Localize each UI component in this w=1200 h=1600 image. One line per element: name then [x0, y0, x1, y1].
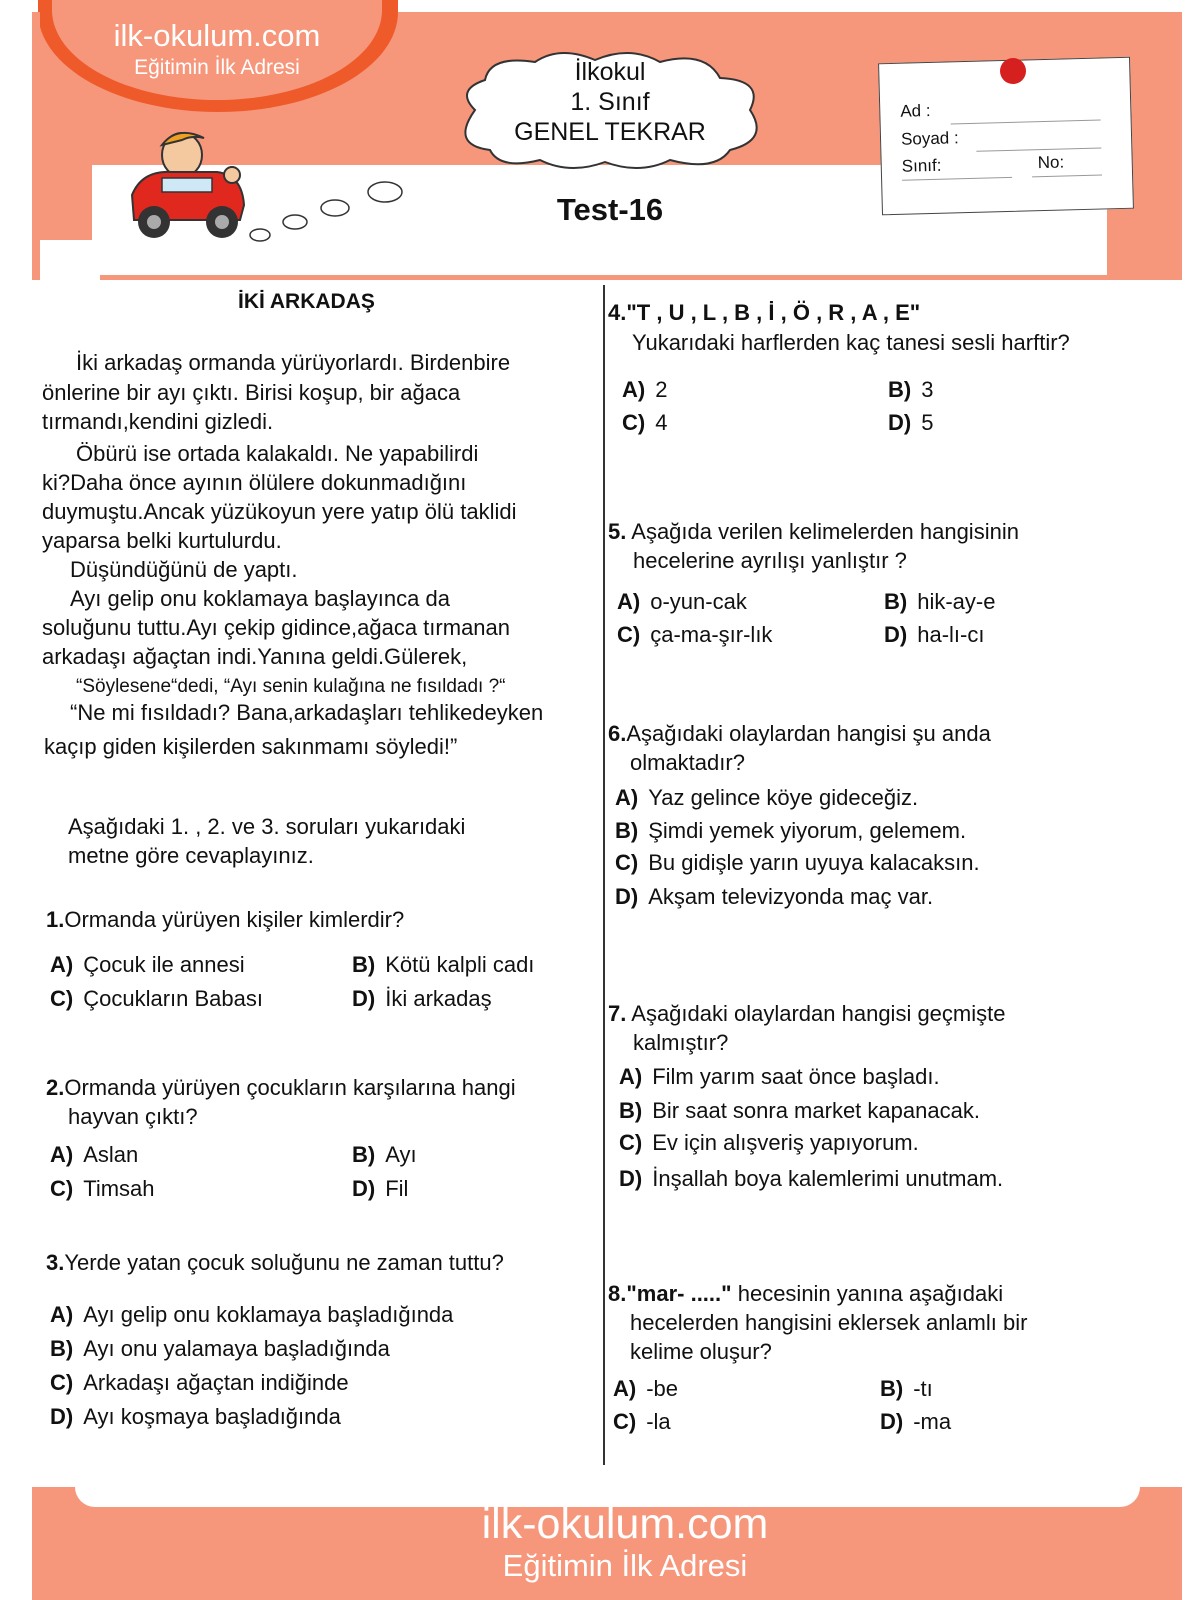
header-level: İlkokul [574, 58, 646, 86]
option-d[interactable]: D) Fil [352, 1176, 409, 1201]
sinif-label: Sınıf: [901, 155, 942, 176]
option-c[interactable]: C) Timsah [50, 1176, 155, 1201]
right-border-band [1140, 160, 1182, 280]
option-b[interactable]: B) -tı [880, 1376, 933, 1401]
ad-field[interactable] [951, 119, 1101, 125]
question-8 [608, 1279, 1003, 1309]
option-d[interactable]: D) 5 [888, 410, 934, 435]
story-line: “Ne mi fısıldadı? Bana,arkadaşları tehlikedeyken [70, 700, 544, 725]
question-4 [608, 298, 920, 328]
option-d[interactable]: D) Ayı koşmaya başladığında [50, 1404, 341, 1429]
header-subject: GENEL TEKRAR [514, 118, 706, 146]
option-c[interactable]: C) Bu gidişle yarın uyuya kalacaksın. [615, 850, 980, 875]
option-a[interactable]: A) o-yun-cak [617, 589, 747, 614]
question-text: Aşağıdaki olaylardan hangisi geçmişte [631, 1001, 1006, 1026]
question-text: Ormanda yürüyen kişiler kimlerdir? [64, 907, 405, 932]
story-line: arkadaşı ağaçtan indi.Yanına geldi.Gülerek, [42, 644, 468, 669]
question-text: hecelerden hangisini eklersek anlamlı bir [630, 1310, 1028, 1335]
option-c[interactable]: C) ça-ma-şır-lık [617, 622, 773, 647]
sinif-field[interactable] [902, 176, 1012, 181]
question-head: "T , U , L , B , İ , Ö , R , A , E" [626, 300, 921, 325]
question-text: olmaktadır? [630, 750, 745, 775]
option-b[interactable]: B) 3 [888, 377, 934, 402]
option-b[interactable]: B) Ayı [352, 1142, 417, 1167]
question-number: 3. [46, 1250, 65, 1275]
question-text: Aşağıda verilen kelimelerden hangisinin [631, 519, 1019, 544]
no-label: No: [1037, 152, 1065, 173]
story-line: “Söylesene“dedi, “Ayı senin kulağına ne fısıldadı ?“ [76, 676, 506, 697]
option-b[interactable]: B) Şimdi yemek yiyorum, gelemem. [615, 818, 967, 843]
story-title: İKİ ARKADAŞ [238, 290, 375, 313]
question-number: 5. [608, 519, 627, 544]
question-number: 2. [46, 1075, 65, 1100]
left-border-band [32, 12, 40, 280]
footer-tagline-text: Eğitimin İlk Adresi [502, 1548, 748, 1583]
question-number: 1. [46, 907, 65, 932]
question-number: 4. [608, 300, 627, 325]
header-inner-white-left [40, 240, 100, 280]
option-d[interactable]: D) -ma [880, 1409, 952, 1434]
question-number: 8. [608, 1281, 627, 1306]
question-text: Ormanda yürüyen çocukların karşılarına hangi [64, 1075, 516, 1100]
question-2 [46, 1073, 516, 1103]
ad-label: Ad : [900, 100, 931, 121]
story-line: Düşündüğünü de yaptı. [70, 557, 298, 582]
question-text: hecesinin yanına aşağıdaki [737, 1281, 1004, 1306]
thought-bubble-dots [240, 140, 450, 250]
question-text: kelime oluşur? [630, 1339, 772, 1364]
soyad-label: Soyad : [900, 128, 959, 149]
test-title: Test-16 [556, 192, 664, 227]
question-number: 6. [608, 721, 627, 746]
header-grade: 1. Sınıf [570, 88, 650, 116]
question-head: "mar- ....." [626, 1281, 732, 1306]
story-line: Öbürü ise ortada kalakaldı. Ne yapabilirdi [76, 441, 479, 466]
question-7 [608, 999, 1005, 1029]
pushpin-icon [1000, 58, 1026, 84]
story-line: kaçıp giden kişilerden sakınmamı söyledi!” [44, 734, 458, 759]
option-b[interactable]: B) hik-ay-e [884, 589, 996, 614]
column-divider [603, 285, 605, 1465]
logo-site-text: ilk-okulum.com [113, 18, 321, 53]
story-line: önlerine bir ayı çıktı. Birisi koşup, bir ağaca [42, 380, 461, 405]
option-a[interactable]: A) Yaz gelince köye gideceğiz. [615, 785, 919, 810]
option-d[interactable]: D) İnşallah boya kalemlerimi unutmam. [619, 1166, 1004, 1191]
option-d[interactable]: D) İki arkadaş [352, 986, 492, 1011]
option-a[interactable]: A) 2 [622, 377, 668, 402]
question-text: hecelerine ayrılışı yanlıştır ? [633, 548, 907, 573]
footer-site-text: ilk-okulum.com [481, 1500, 769, 1548]
option-a[interactable]: A) Ayı gelip onu koklamaya başladığında [50, 1302, 454, 1327]
question-1 [46, 905, 404, 935]
option-b[interactable]: B) Bir saat sonra market kapanacak. [619, 1098, 980, 1123]
instruction-line: metne göre cevaplayınız. [68, 843, 314, 868]
question-3 [46, 1248, 504, 1278]
option-a[interactable]: A) Çocuk ile annesi [50, 952, 245, 977]
option-d[interactable]: D) Akşam televizyonda maç var. [615, 884, 934, 909]
option-c[interactable]: C) Ev için alışveriş yapıyorum. [619, 1130, 919, 1155]
option-c[interactable]: C) 4 [622, 410, 668, 435]
story-line: tırmandı,kendini gizledi. [42, 409, 274, 434]
story-line: duymuştu.Ancak yüzükoyun yere yatıp ölü taklidi [42, 499, 517, 524]
question-text: Yukarıdaki harflerden kaç tanesi sesli harftir? [632, 330, 1070, 355]
question-5 [608, 517, 1019, 547]
question-text: hayvan çıktı? [68, 1104, 198, 1129]
story-line: ki?Daha önce ayının ölülere dokunmadığını [42, 470, 467, 495]
option-c[interactable]: C) Çocukların Babası [50, 986, 263, 1011]
instruction-line: Aşağıdaki 1. , 2. ve 3. soruları yukarıdaki [68, 814, 466, 839]
question-number: 7. [608, 1001, 627, 1026]
story-line: İki arkadaş ormanda yürüyorlardı. Birdenbire [76, 350, 511, 375]
option-b[interactable]: B) Kötü kalpli cadı [352, 952, 535, 977]
option-d[interactable]: D) ha-lı-cı [884, 622, 985, 647]
soyad-field[interactable] [976, 147, 1101, 152]
option-c[interactable]: C) Arkadaşı ağaçtan indiğinde [50, 1370, 349, 1395]
option-a[interactable]: A) Film yarım saat önce başladı. [619, 1064, 940, 1089]
option-a[interactable]: A) -be [613, 1376, 679, 1401]
option-a[interactable]: A) Aslan [50, 1142, 139, 1167]
question-text: kalmıştır? [633, 1030, 729, 1055]
story-line: yaparsa belki kurtulurdu. [42, 528, 282, 553]
story-line: soluğunu tuttu.Ayı çekip gidince,ağaca tırmanan [42, 615, 511, 640]
no-field[interactable] [1032, 173, 1102, 177]
question-text: Aşağıdaki olaylardan hangisi şu anda [626, 721, 991, 746]
car-mascot-image [122, 120, 252, 250]
option-c[interactable]: C) -la [613, 1409, 671, 1434]
logo-tagline-text: Eğitimin İlk Adresi [134, 56, 300, 79]
story-line: Ayı gelip onu koklamaya başlayınca da [70, 586, 450, 611]
question-text: Yerde yatan çocuk soluğunu ne zaman tuttu? [64, 1250, 504, 1275]
option-b[interactable]: B) Ayı onu yalamaya başladığında [50, 1336, 390, 1361]
question-6 [608, 719, 991, 749]
